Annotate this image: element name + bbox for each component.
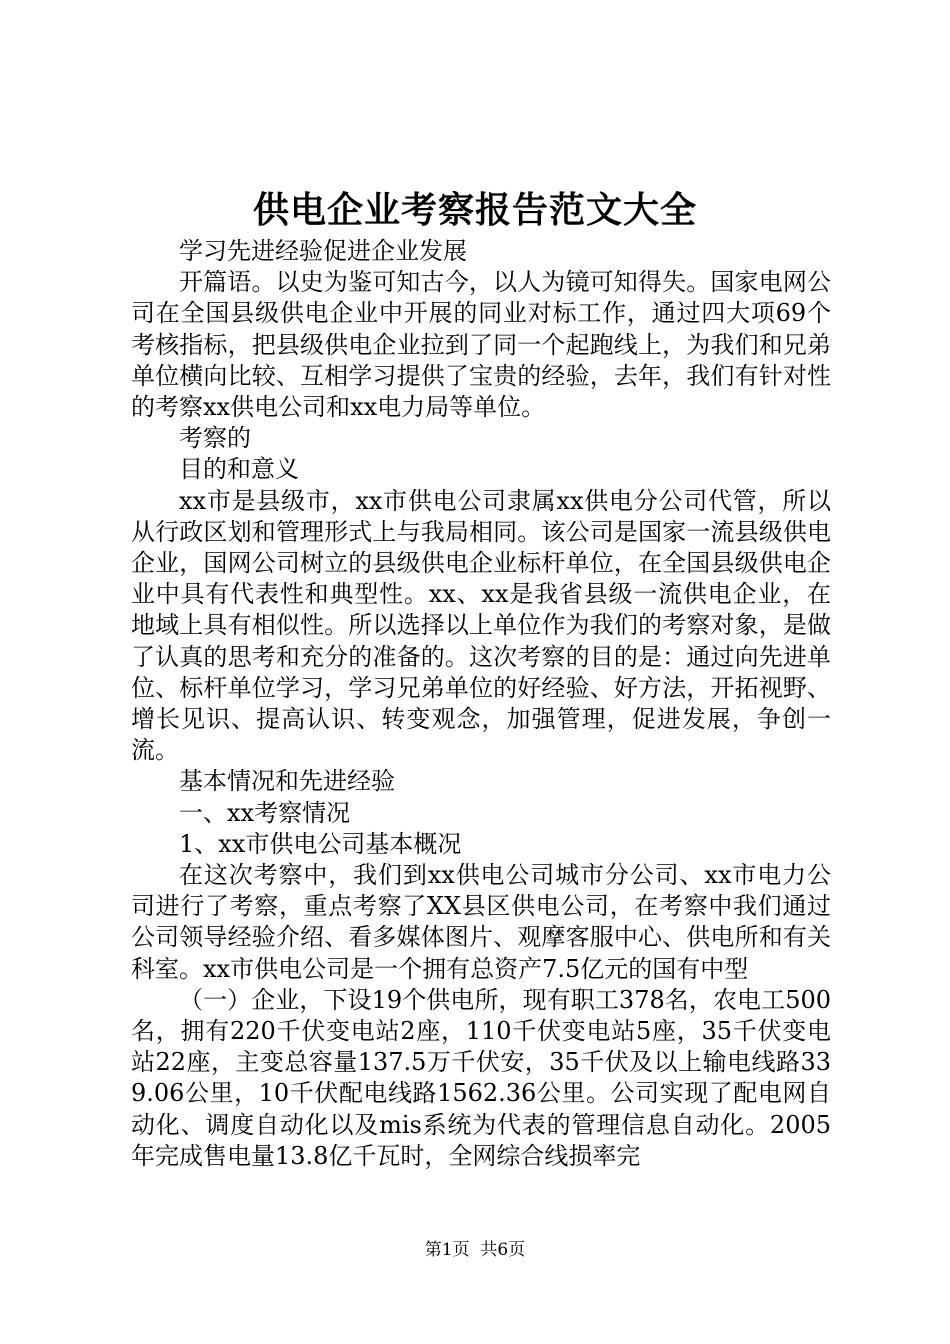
paragraph-heading-overview: 1、xx市供电公司基本概况 (179, 829, 462, 858)
paragraph-heading-section-one: 一、xx考察情况 (179, 798, 351, 827)
document-title: 供电企业考察报告范文大全 (252, 189, 697, 231)
document-body (131, 236, 831, 1172)
paragraph-enterprise: （一）企业，下设19个供电所，现有职工378名，农电工500名，拥有220千伏变电站2座，110千伏变电站5座，35千伏变电站22座，主变总容量137.5万千伏安，35千伏及以上输电线路339.06公里，10千伏配电线路1562.36公里。公司实现了配电网自动化、调度自动化以及mis系统为代表的管理信息自动化。2005年完成售电量13.8亿千瓦时，全网综合线损率完 (131, 985, 831, 1170)
paragraph-heading-basics: 基本情况和先进经验 (179, 767, 395, 796)
page-number: 第1页 (424, 1240, 470, 1260)
paragraph-overview: 在这次考察中，我们到xx供电公司城市分公司、xx市电力公司进行了考察，重点考察了XX县区供电公司，在考察中我们通过公司领导经验介绍、看多媒体图片、观摩客服中心、供电所和有关科室。xx市供电公司是一个拥有总资产7.5亿元的国有中型 (131, 861, 831, 983)
paragraph-intro: 开篇语。以史为鉴可知古今，以人为镜可知得失。国家电网公司在全国县级供电企业中开展的同业对标工作，通过四大项69个考核指标，把县级供电企业拉到了同一个起跑线上，为我们和兄弟单位横向比较、互相学习提供了宝贵的经验，去年，我们有针对性的考察xx供电公司和xx电力局等单位。 (131, 268, 831, 422)
paragraph-heading-purpose: 目的和意义 (179, 455, 299, 484)
paragraph-purpose: xx市是县级市，xx市供电公司隶属xx供电分公司代管，所以从行政区划和管理形式上与我局相同。该公司是国家一流县级供电企业，国网公司树立的县级供电企业标杆单位，在全国县级供电企业中具有代表性和典型性。xx、xx是我省县级一流供电企业，在地域上具有相似性。所以选择以上单位作为我们的考察对象，是做了认真的思考和充分的准备的。这次考察的目的是：通过向先进单位、标杆单位学习，学习兄弟单位的好经验、好方法，开拓视野、增长见识、提高认识、转变观念，加强管理，促进发展，争创一流。 (131, 486, 831, 765)
paragraph-heading-inspection: 考察的 (179, 424, 251, 453)
page-footer (0, 1238, 950, 1262)
page-total: 共6页 (480, 1240, 526, 1260)
paragraph-subtitle: 学习先进经验促进企业发展 (179, 237, 467, 265)
